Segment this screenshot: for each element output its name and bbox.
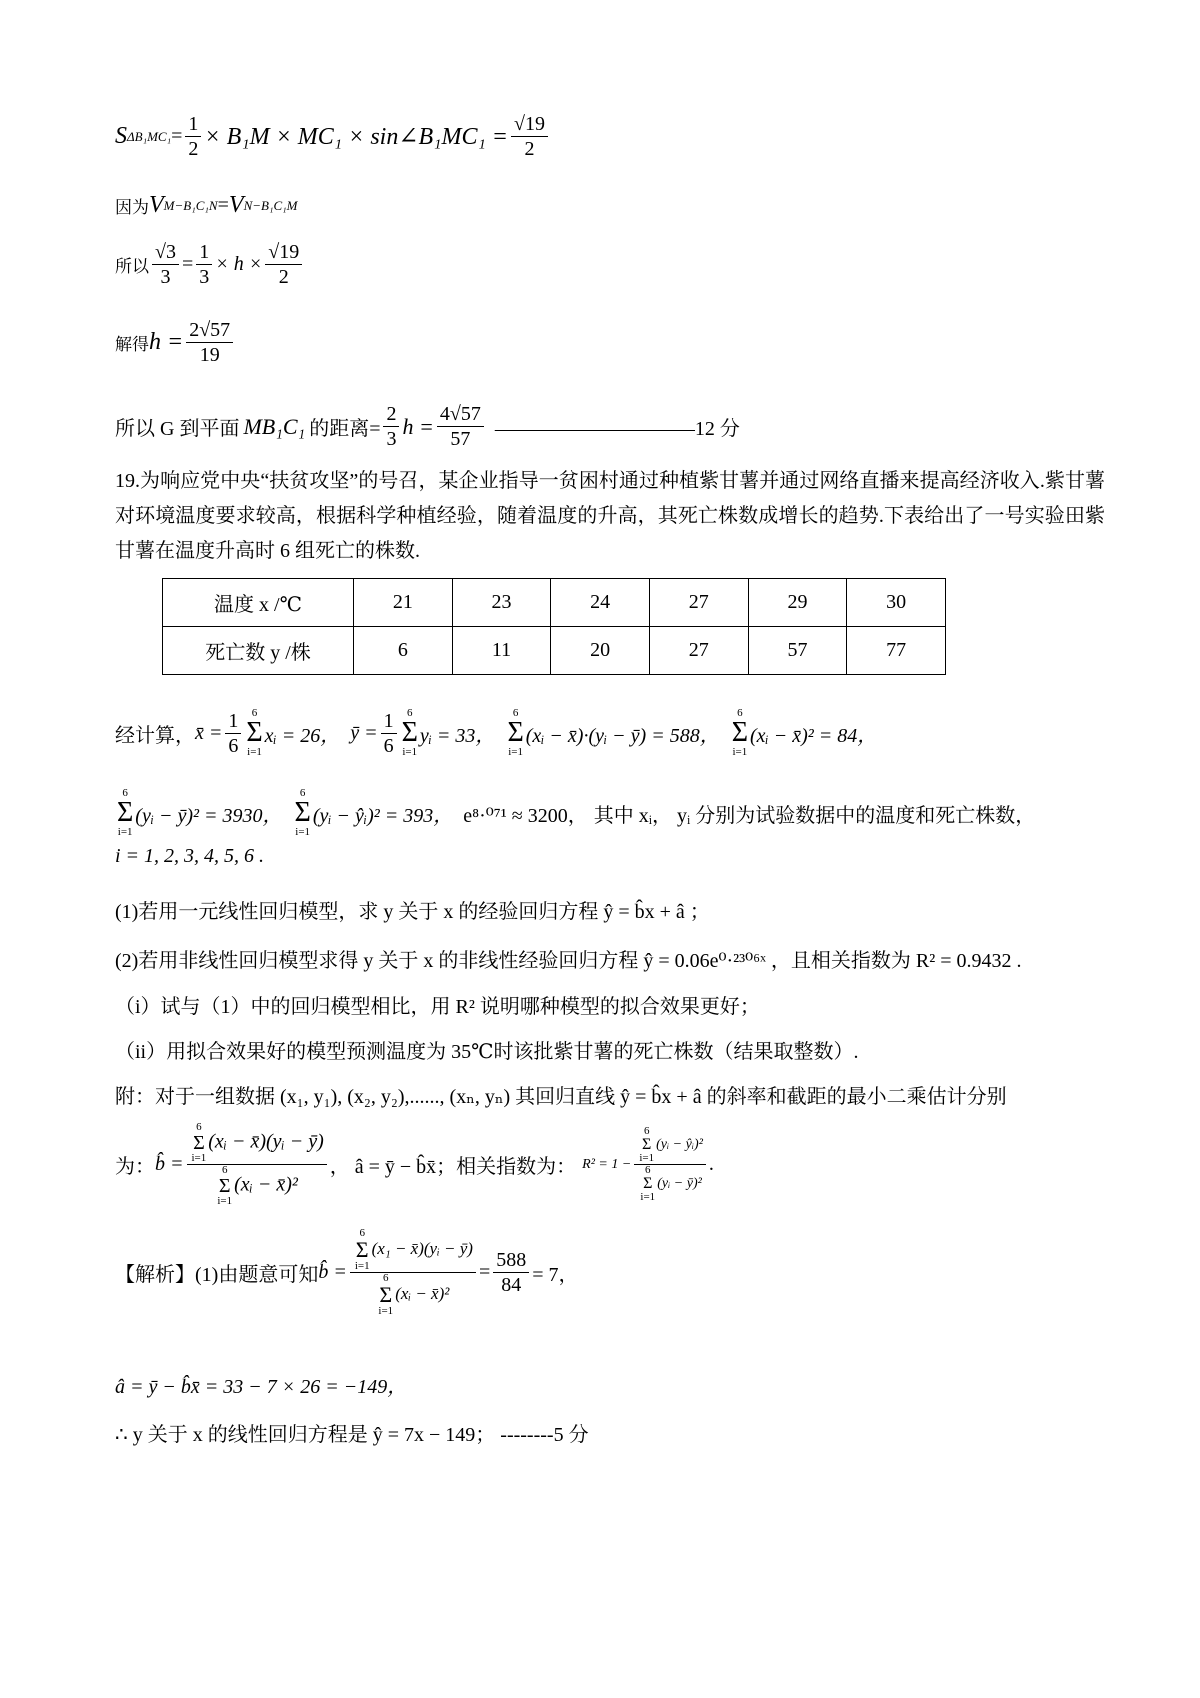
denominator: 2 — [524, 138, 535, 160]
fraction — [186, 318, 233, 367]
fraction-half — [185, 112, 201, 161]
b-hat: b̂ = — [155, 1153, 184, 1175]
sum-lower: i=1 — [247, 746, 262, 758]
numerator: 2 — [383, 402, 399, 427]
sum-lower: i=1 — [354, 1260, 370, 1272]
sum-symbol — [246, 708, 262, 758]
fraction-result — [511, 112, 548, 161]
denominator: 6 — [383, 734, 394, 757]
table-cell: 57 — [748, 627, 847, 675]
expr: (yᵢ − ȳ)² — [657, 1176, 702, 1192]
sum-upper: 6 — [251, 707, 258, 719]
sum-upper: 6 — [383, 1272, 389, 1284]
sum-upper: 6 — [406, 707, 413, 719]
h-expr: h = — [149, 329, 184, 355]
label-text: 为： — [115, 1156, 155, 1178]
a-hat-line: â = ȳ − b̂x̄ = 33 − 7 × 26 = −149， — [115, 1376, 408, 1398]
sigma: Σ — [401, 717, 418, 748]
expr: (xᵢ − x̄)(yᵢ − ȳ) — [208, 1130, 324, 1153]
sum-upper: 6 — [122, 787, 128, 799]
denominator: 2 — [188, 138, 199, 160]
sum-symbol — [192, 1122, 207, 1164]
expr: xᵢ = 26， — [264, 724, 341, 747]
sigma: Σ — [117, 797, 134, 828]
sum-lower: i=1 — [402, 746, 418, 758]
label-text: 解得 — [115, 335, 149, 354]
denominator: 2 — [278, 266, 289, 288]
fraction — [437, 402, 484, 451]
distance-line — [115, 402, 740, 451]
expr: = 7， — [532, 1264, 579, 1286]
sum-lower: i=1 — [295, 826, 311, 838]
table-cell: 6 — [354, 627, 453, 675]
r-squared: R² = 1 − — [582, 1156, 632, 1172]
b-hat: b̂ = — [318, 1261, 347, 1283]
fraction — [152, 240, 179, 289]
solve-h-line — [115, 318, 236, 367]
xbar: x̄ = — [195, 721, 223, 744]
expr: (x₁ − x̄)(yᵢ − ȳ) — [371, 1238, 473, 1258]
sum-upper: 6 — [221, 1164, 228, 1176]
table-cell: 29 — [748, 579, 847, 627]
denominator — [635, 1165, 704, 1203]
part-2: (2)若用非线性回归模型求得 y 关于 x 的非线性经验回归方程 ŷ = 0.06e⁰·²³⁰⁶ˣ ，且相关指数为 R² = 0.9432 . — [115, 950, 1022, 972]
sigma: Σ — [731, 717, 748, 748]
numerator: 1 — [185, 112, 201, 137]
sum-upper: 6 — [737, 707, 743, 719]
table-cell: 21 — [354, 579, 453, 627]
area-formula-line — [115, 112, 551, 161]
denominator: 3 — [160, 266, 171, 288]
label-text: 【解析】(1)由题意可知 — [115, 1264, 319, 1286]
sum-symbol — [217, 1165, 232, 1207]
product-expr: × h × — [215, 253, 263, 275]
numerator — [350, 1228, 476, 1273]
ybar: ȳ = — [350, 721, 378, 744]
fraction-b — [187, 1122, 327, 1207]
part-1: (1)若用一元线性回归模型，求 y 关于 x 的经验回归方程 ŷ = b̂x + â ； — [115, 901, 710, 923]
sum-symbol — [732, 708, 748, 758]
sum-lower: i=1 — [732, 746, 748, 758]
sum-symbol — [402, 708, 418, 758]
therefore-line — [115, 240, 305, 289]
equals: = — [217, 194, 229, 216]
v-symbol: V — [149, 192, 164, 218]
equals: = — [181, 253, 194, 275]
sum-upper: 6 — [359, 1227, 365, 1239]
sum-upper: 6 — [645, 1164, 651, 1176]
sigma: Σ — [507, 717, 524, 748]
denominator: 6 — [228, 734, 239, 757]
v-subscript: N−B₁C₁M — [243, 197, 298, 213]
fraction — [196, 240, 212, 289]
denominator: 3 — [386, 428, 397, 450]
numerator: √19 — [511, 112, 548, 137]
sum-lower: i=1 — [639, 1152, 655, 1164]
table-cell: 27 — [649, 627, 748, 675]
label-text: 所以 — [115, 257, 149, 276]
calc-line-1 — [115, 708, 877, 758]
appendix-line: 附：对于一组数据 (x₁, y₁), (x₂, y₂),......, (xₙ, yₙ) 其回归直线 ŷ = b̂x + â 的斜率和截距的最小二乘估计分别 — [115, 1086, 1007, 1108]
denominator — [212, 1165, 301, 1207]
v-subscript: M−B₁C₁N — [163, 197, 218, 213]
numerator: 4√57 — [437, 402, 484, 427]
numerator — [634, 1126, 706, 1165]
sum-symbol — [117, 788, 133, 838]
row-header: 温度 x /℃ — [163, 579, 354, 627]
expr: (xᵢ − x̄)·(yᵢ − ȳ) = 588， — [525, 724, 720, 747]
conclusion-line: ∴ y 关于 x 的线性回归方程是 ŷ = 7x − 149； --------5 分 — [115, 1424, 589, 1446]
sum-upper: 6 — [299, 787, 306, 799]
solution-line — [115, 1228, 579, 1317]
fraction-r — [634, 1126, 706, 1203]
denominator: 3 — [199, 266, 210, 288]
table-cell: 24 — [551, 579, 650, 627]
label-text: 因为 — [115, 198, 149, 217]
denominator — [373, 1273, 452, 1317]
expr: (yᵢ − ŷᵢ)² = 393， — [312, 804, 454, 827]
equals: = — [478, 1261, 491, 1283]
numerator: √3 — [152, 240, 179, 265]
sigma: Σ — [643, 1175, 653, 1192]
data-table — [162, 578, 946, 675]
expr: (yᵢ − ȳ)² = 3930， — [135, 804, 283, 827]
denominator: 84 — [501, 1274, 522, 1296]
sum-symbol — [640, 1165, 655, 1203]
part-2-ii: （ii）用拟合效果好的模型预测温度为 35℃时该批紫甘薯的死亡株数（结果取整数）. — [115, 1041, 859, 1063]
question-19-text: 19.为响应党中央“扶贫攻坚”的号召，某企业指导一贫困村通过种植紫甘薯并通过网络直播来提高经济收入.紫甘薯对环境温度要求较高，根据科学种植经验，随着温度的升高，其死亡株数成增长的趋势.下表给出了一号实验田紫甘薯在温度升高时 6 组死亡的株数. — [115, 470, 1105, 562]
denominator: 57 — [450, 428, 471, 450]
row-header: 死亡数 y /株 — [163, 627, 354, 675]
sum-upper: 6 — [643, 1125, 650, 1137]
table-row — [163, 627, 946, 675]
numerator: 2√57 — [186, 318, 233, 343]
numerator: 1 — [225, 709, 241, 734]
expr: e⁸·⁰⁷¹ ≈ 3200， — [463, 804, 588, 827]
sum-symbol — [295, 788, 311, 838]
score-mark: ——————————12 分 — [494, 418, 740, 440]
fraction — [383, 402, 399, 451]
h-expr: h = — [402, 413, 434, 439]
sum-symbol — [507, 708, 523, 758]
sigma: Σ — [246, 717, 263, 748]
sigma: Σ — [218, 1175, 231, 1197]
v-symbol: V — [228, 192, 244, 218]
fraction — [225, 709, 241, 758]
sum-symbol — [355, 1228, 370, 1272]
table-cell: 11 — [452, 627, 551, 675]
table-cell: 77 — [847, 627, 946, 675]
expr: ， â = ȳ − b̂x̄；相关指数为： — [329, 1156, 577, 1178]
s-symbol: S — [115, 123, 127, 149]
sum-lower: i=1 — [508, 746, 523, 758]
period: . — [708, 1153, 714, 1175]
sum-lower: i=1 — [117, 826, 133, 838]
sum-lower: i=1 — [191, 1152, 207, 1164]
volume-equality-line — [115, 192, 298, 219]
table-cell: 30 — [847, 579, 946, 627]
s-subscript: ΔB₁MC₁ — [127, 128, 172, 144]
sigma: Σ — [193, 1132, 205, 1154]
numerator: √19 — [265, 240, 302, 265]
sum-symbol — [378, 1273, 393, 1317]
expr: yᵢ = 33， — [419, 724, 496, 747]
expr: (xᵢ − x̄)² — [234, 1173, 298, 1196]
fraction — [381, 709, 397, 758]
fraction — [493, 1248, 529, 1297]
sum-lower: i=1 — [217, 1195, 233, 1207]
table-cell: 20 — [551, 627, 650, 675]
sum-upper: 6 — [512, 707, 519, 719]
sigma: Σ — [642, 1136, 652, 1153]
expr: (yᵢ − ŷᵢ)² — [656, 1137, 703, 1153]
label-text: 的距离= — [309, 418, 381, 440]
numerator: 588 — [493, 1248, 529, 1273]
numerator — [187, 1122, 327, 1165]
numerator: 1 — [381, 709, 397, 734]
sigma: Σ — [379, 1282, 393, 1307]
table-row — [163, 579, 946, 627]
sum-symbol — [639, 1126, 654, 1164]
sigma: Σ — [355, 1237, 369, 1262]
equals: = — [171, 125, 183, 147]
product-expr: × B₁M × MC₁ × sin∠B₁MC₁ = — [204, 124, 508, 150]
part-2-i: （i）试与（1）中的回归模型相比，用 R² 说明哪种模型的拟合效果更好； — [115, 996, 760, 1018]
label-text: 其中 xᵢ， yᵢ 分别为试验数据中的温度和死亡株数， — [593, 804, 1036, 827]
numerator: 1 — [196, 240, 212, 265]
sum-lower: i=1 — [640, 1191, 656, 1203]
table-cell: 23 — [452, 579, 551, 627]
sum-upper: 6 — [196, 1121, 202, 1133]
label-text: 所以 G 到平面 — [115, 418, 240, 440]
calc-line-2 — [115, 788, 1035, 838]
fraction-b — [350, 1228, 476, 1317]
sigma: Σ — [294, 797, 311, 828]
expr: (xᵢ − x̄)² — [395, 1283, 450, 1303]
fraction — [265, 240, 302, 289]
index-line: i = 1, 2, 3, 4, 5, 6 . — [115, 845, 265, 867]
expr: (xᵢ − x̄)² = 84， — [750, 724, 878, 747]
sum-lower: i=1 — [378, 1305, 394, 1317]
plane-name: MB₁C₁ — [243, 413, 306, 439]
label-text: 经计算， — [115, 724, 195, 747]
denominator: 19 — [199, 344, 220, 366]
table-cell: 27 — [649, 579, 748, 627]
formula-line — [115, 1122, 714, 1207]
